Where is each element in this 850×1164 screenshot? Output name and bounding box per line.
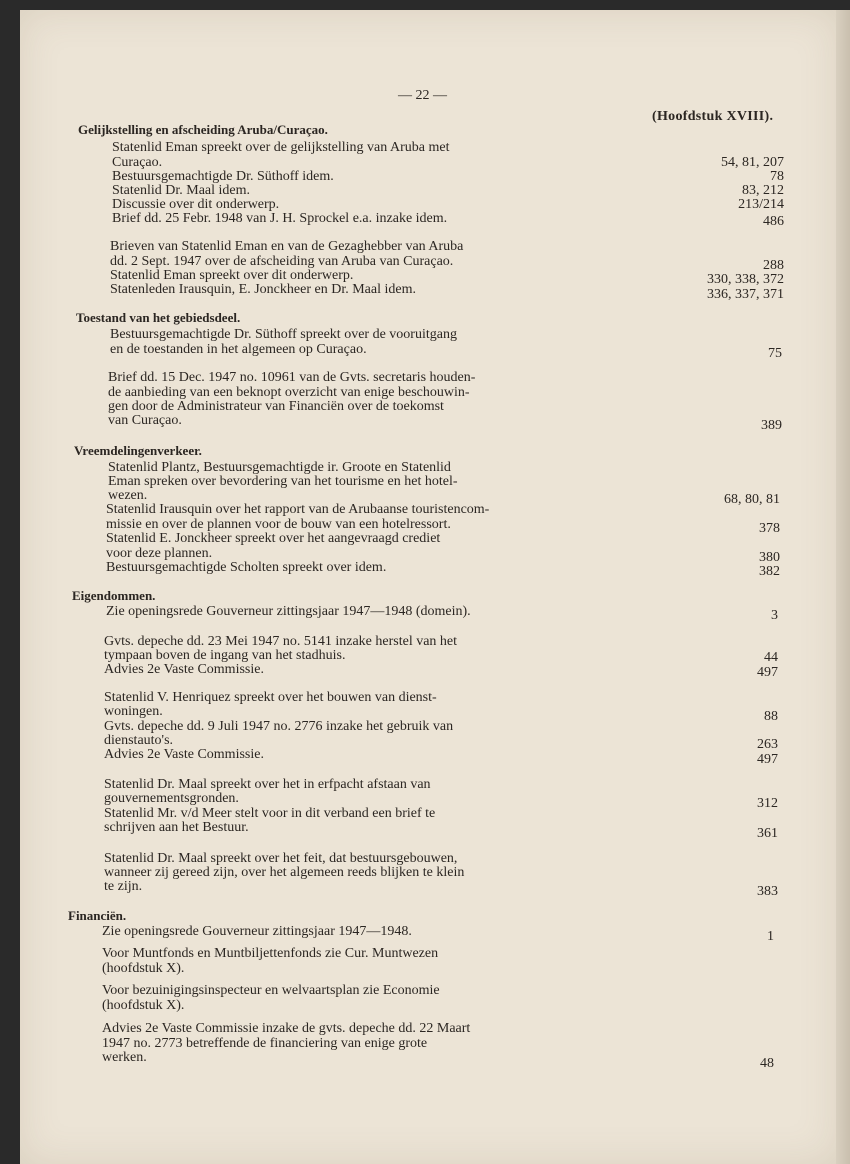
page-reference: 361 (757, 826, 778, 841)
entry-line: (hoofdstuk X). (102, 961, 185, 976)
entry-line: Gvts. depeche dd. 23 Mei 1947 no. 5141 inzake herstel van het (104, 634, 458, 649)
page-reference: 336, 337, 371 (707, 287, 784, 302)
entry-line: Statenlid Irausquin over het rapport van de Arubaanse touristencom- (106, 502, 490, 517)
page-reference: 78 (770, 169, 784, 184)
entry-line: Brief dd. 25 Febr. 1948 van J. H. Sprockel e.a. inzake idem. (112, 211, 448, 226)
page-reference: 497 (757, 665, 778, 680)
entry-line: werken. (102, 1050, 147, 1065)
page-reference: 389 (761, 418, 782, 433)
entry-line: gen door de Administrateur van Financiën over de toekomst (108, 399, 444, 414)
page-reference: 54, 81, 207 (721, 155, 784, 170)
page-reference: 263 (757, 737, 778, 752)
page-edge (836, 10, 850, 1164)
section-heading: Vreemdelingenverkeer. (74, 443, 202, 458)
section-heading: Gelijkstelling en afscheiding Aruba/Curaçao. (78, 122, 328, 137)
entry-line: missie en over de plannen voor de bouw van een hotelressort. (106, 517, 451, 532)
entry-line: Statenlid Plantz, Bestuursgemachtigde ir. Groote en Statenlid (108, 460, 451, 475)
entry-line: Statenlid Dr. Maal idem. (112, 183, 251, 198)
entry-line: de aanbieding van een beknopt overzicht van enige beschouwin- (108, 385, 470, 400)
entry-line: Statenleden Irausquin, E. Jonckheer en Dr. Maal idem. (110, 282, 416, 297)
entry-line: 1947 no. 2773 betreffende de financiering van enige grote (102, 1036, 428, 1051)
entry-line: (hoofdstuk X). (102, 998, 185, 1013)
entry-line: Curaçao. (112, 155, 163, 170)
page-reference: 382 (759, 564, 780, 579)
page-reference: 1 (767, 929, 774, 944)
entry-line: Advies 2e Vaste Commissie inzake de gvts. depeche dd. 22 Maart (102, 1021, 471, 1036)
section-heading: Eigendommen. (72, 588, 156, 603)
section-heading: Financiën. (68, 908, 127, 923)
entry-line: Advies 2e Vaste Commissie. (104, 747, 264, 762)
page-reference: 88 (764, 709, 778, 724)
entry-line: Statenlid Dr. Maal spreekt over het feit, dat bestuursgebouwen, (104, 851, 458, 866)
page-reference: 330, 338, 372 (707, 272, 784, 287)
page-reference: 83, 212 (742, 183, 784, 198)
entry-line: Bestuursgemachtigde Scholten spreekt over idem. (106, 560, 387, 575)
entry-line: te zijn. (104, 879, 143, 894)
entry-line: Voor bezuinigingsinspecteur en welvaartsplan zie Economie (102, 983, 440, 998)
entry-line: Statenlid Eman spreekt over de gelijkstelling van Aruba met (112, 140, 450, 155)
page-number: — 22 — (398, 88, 447, 103)
entry-line: Bestuursgemachtigde Dr. Süthoff spreekt over de vooruitgang (110, 327, 457, 342)
page-reference: 75 (768, 346, 782, 361)
page-reference: 68, 80, 81 (724, 492, 780, 507)
entry-line: Zie openingsrede Gouverneur zittingsjaar 1947—1948 (domein). (106, 604, 471, 619)
page-reference: 378 (759, 521, 780, 536)
entry-line: Statenlid E. Jonckheer spreekt over het aangevraagd crediet (106, 531, 441, 546)
entry-line: tympaan boven de ingang van het stadhuis. (104, 648, 346, 663)
page-reference: 288 (763, 258, 784, 273)
entry-line: van Curaçao. (108, 413, 182, 428)
entry-line: Statenlid V. Henriquez spreekt over het bouwen van dienst- (104, 690, 437, 705)
page-reference: 44 (764, 650, 778, 665)
entry-line: Brieven van Statenlid Eman en van de Gezaghebber van Aruba (110, 239, 464, 254)
entry-line: Discussie over dit onderwerp. (112, 197, 280, 212)
entry-line: Eman spreken over bevordering van het tourisme en het hotel- (108, 474, 458, 489)
page-reference: 380 (759, 550, 780, 565)
entry-line: Voor Muntfonds en Muntbiljettenfonds zie Cur. Muntwezen (102, 946, 439, 961)
entry-line: en de toestanden in het algemeen op Curaçao. (110, 342, 367, 357)
chapter-label: (Hoofdstuk XVIII). (652, 109, 774, 124)
entry-line: Bestuursgemachtigde Dr. Süthoff idem. (112, 169, 334, 184)
entry-line: dienstauto's. (104, 733, 174, 748)
entry-line: Statenlid Eman spreekt over dit onderwerp. (110, 268, 354, 283)
section-heading: Toestand van het gebiedsdeel. (76, 310, 241, 325)
entry-line: wanneer zij gereed zijn, over het algemeen reeds blijken te klein (104, 865, 465, 880)
entry-line: Zie openingsrede Gouverneur zittingsjaar 1947—1948. (102, 924, 412, 939)
page-reference: 312 (757, 796, 778, 811)
page-reference: 3 (771, 608, 778, 623)
entry-line: Statenlid Dr. Maal spreekt over het in erfpacht afstaan van (104, 777, 431, 792)
entry-line: Advies 2e Vaste Commissie. (104, 662, 264, 677)
entry-line: Brief dd. 15 Dec. 1947 no. 10961 van de Gvts. secretaris houden- (108, 370, 476, 385)
entry-line: schrijven aan het Bestuur. (104, 820, 249, 835)
entry-line: Gvts. depeche dd. 9 Juli 1947 no. 2776 inzake het gebruik van (104, 719, 454, 734)
page-reference: 383 (757, 884, 778, 899)
page-reference: 213/214 (738, 197, 784, 212)
entry-line: Statenlid Mr. v/d Meer stelt voor in dit verband een brief te (104, 806, 436, 821)
page-reference: 48 (760, 1056, 774, 1071)
entry-line: dd. 2 Sept. 1947 over de afscheiding van Aruba van Curaçao. (110, 254, 454, 269)
entry-line: voor deze plannen. (106, 546, 213, 561)
page-reference: 486 (763, 214, 784, 229)
entry-line: wezen. (108, 488, 148, 503)
page-reference: 497 (757, 752, 778, 767)
entry-line: gouvernementsgronden. (104, 791, 239, 806)
entry-line: woningen. (104, 704, 163, 719)
